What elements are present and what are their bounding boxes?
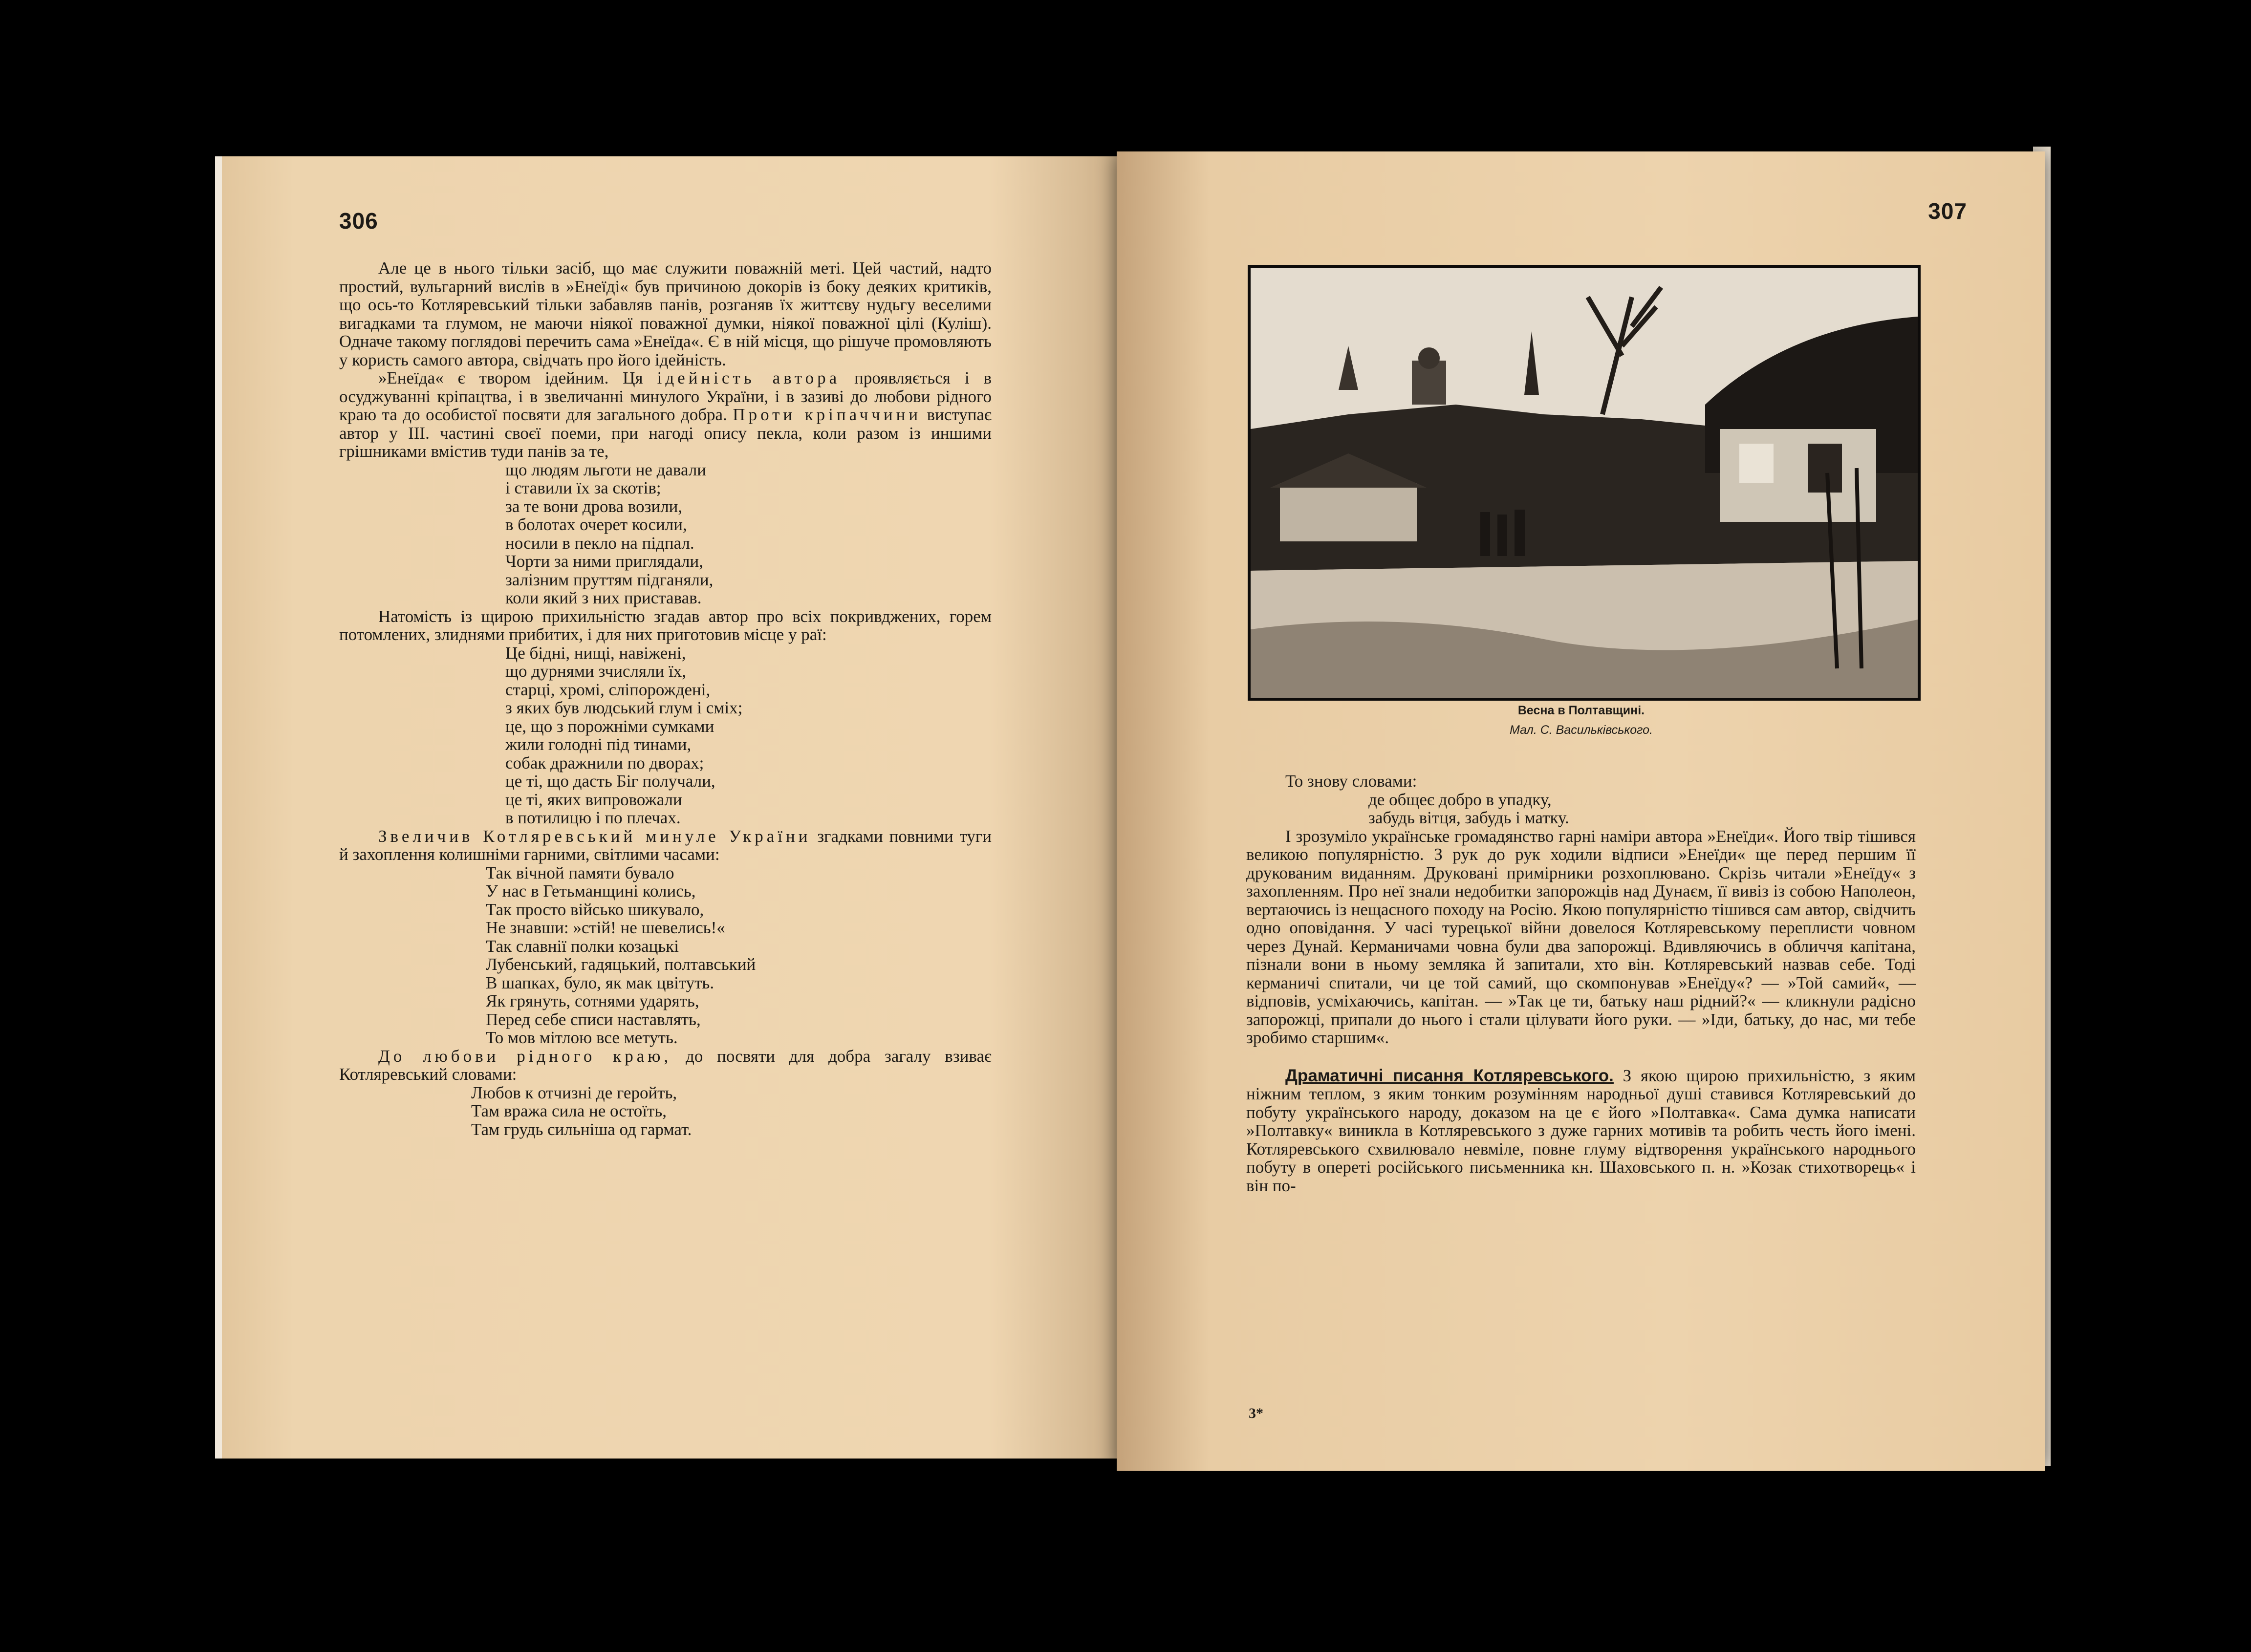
paragraph: І зрозуміло українське громадянство гарні наміри автора »Енеїди«. Його твір тішився великою популярністю. З рук до рук ходили відписи »Енеїди« ще перед першим її друкованим виданням. Друковані примірники розхоплювано. Скрізь читали »Енеїду« з захопленням. Про неї знали недобитки запорожців над Дунаєм, її вивіз із собою Наполеон, вертаючись із нещасного походу на Росію. Якою популярністю тішився сам автор, свідчить одно оповідання. У часі турецької війни довелося Котляревському переплисти човном через Дунай. Керманичами човна були два запорожці. Вдивляючись в обличчя капітана, пізнали вони в ньому земляка й запитали, хто він. Котляревський назвав себе. Тоді керманичі спитали, чи це той самий, що скомпонував »Енеїду«? — »Той самий«, — відповів, усміхаючись, капітан. — »Так це ти, батьку наш рідний?« — кликнули радісно запорожці, припали до нього і стали цілувати його руки. — »Іди, батьку, до нас, ми тебе зробимо старшим«.: [1246, 826, 1916, 1047]
caption-author: Мал. С. Васильківського.: [1509, 723, 1653, 737]
verse-block: де общеє добро в упадку, забудь вітця, забудь і матку.: [1368, 790, 1569, 827]
verse-block: Це бідні, нищі, навіжені, що дурнями зчисляли їх, старці, хромі, сліпорождені, з яких був людський глум і сміх; це, що з порожніми сумками жили голодні під тинами, собак дражнили по дворах; це ті, що дасть Біг получали, це ті, яких випровожали в потилицю і по плечах.: [505, 643, 743, 827]
verse-block: що людям льготи не давали і ставили їх за скотів; за те вони дрова возили, в болотах очерет косили, носили в пекло на підпал. Чорти за ними приглядали, залізним пруттям підганяли, коли який з них приставав.: [505, 460, 714, 607]
paragraph: Але це в нього тільки засіб, що має служити поважній меті. Цей частий, надто простий, вульгарний вислів в »Енеїді« був причиною докорів із боку деяких критиків, що ось-то Котляревський тільки забавляв панів, розганяв їх життєву нудьгу веселими вигадками та глумом, не маючи ніякої поважної думки, ніякої поважної цілі (Куліш). Одначе такому поглядові перечить сама »Енеїда«. Є в ній місця, що рішуче промовляють у користь самого автора, свідчать про його ідейність.: [339, 258, 992, 369]
verse-block: Так вічной памяти бувало У нас в Гетьманщині колись, Так просто військо шикувало, Не знавши: »стій! не шевелись!« Так славнії полки козацькі Лубенський, гадяцький, полтавський В шапках, було, як мак цвітуть. Як грянуть, сотнями ударять, Перед себе списи наставлять, То мов мітлою все метуть.: [486, 863, 756, 1047]
section-heading: Драматичні писання Котляревського.: [1285, 1066, 1614, 1085]
paragraph: »Енеїда« є твором ідейним. Ця ідейність автора проявляється і в осуджуванні кріпацтва, і в звеличанні минулого України, і в зазиві до любови рідного краю та до особистої посвяти для загального добра. Проти кріпаччини виступає автор у III. частині своєї поеми, при нагоді опису пекла, коли разом із иншими грішниками вмістив туди панів за те,: [339, 368, 992, 461]
page-number: 307: [1928, 198, 1967, 224]
paragraph: Натомість із щирою прихильністю згадав автор про всіх покривджених, горем потомлених, злиднями прибитих, і для них приготовив місце у раї:: [339, 606, 992, 644]
village-landscape-image: [1251, 268, 1918, 698]
right-page: [1117, 151, 2045, 1471]
left-text-column: [339, 259, 992, 1138]
right-text-column: [1246, 772, 1916, 1195]
paragraph: То знову словами:: [1285, 772, 1417, 791]
paragraph: До любови рідного краю, до посвяти для добра загалу взиває Котляревський словами:: [339, 1046, 992, 1084]
page-number: 306: [339, 208, 378, 234]
caption-title: Весна в Полтавщині.: [1517, 704, 1645, 717]
verse-block: Любов к отчизні де геройть, Там вража сила не остоїть, Там грудь сильніша од гармат.: [471, 1083, 692, 1139]
paragraph: Звеличив Котляревський минуле України згадками повними туги й захоплення колишніми гарними, світлими часами:: [339, 826, 992, 864]
signature-mark: 3*: [1249, 1405, 1263, 1421]
left-page: [215, 156, 1124, 1459]
illustration: [1248, 265, 1921, 701]
paragraph: Драматичні писання Котляревського. З якою щирою прихильністю, з яким ніжним теплом, з яким тонким розумінням народньої душі ставився Котляревський до побуту українського народу, доказом на це є його »Полтавка«. Сама думка написати »Полтавку« виникла в Котляревського з дуже гарних мотивів та робить честь його імені. Котляревського схвилювало невміле, повне глуму відтворення українського народнього побуту в опереті російського письменника кн. Шаховського п. н. »Козак стихотворець« і він по-: [1246, 1066, 1916, 1195]
